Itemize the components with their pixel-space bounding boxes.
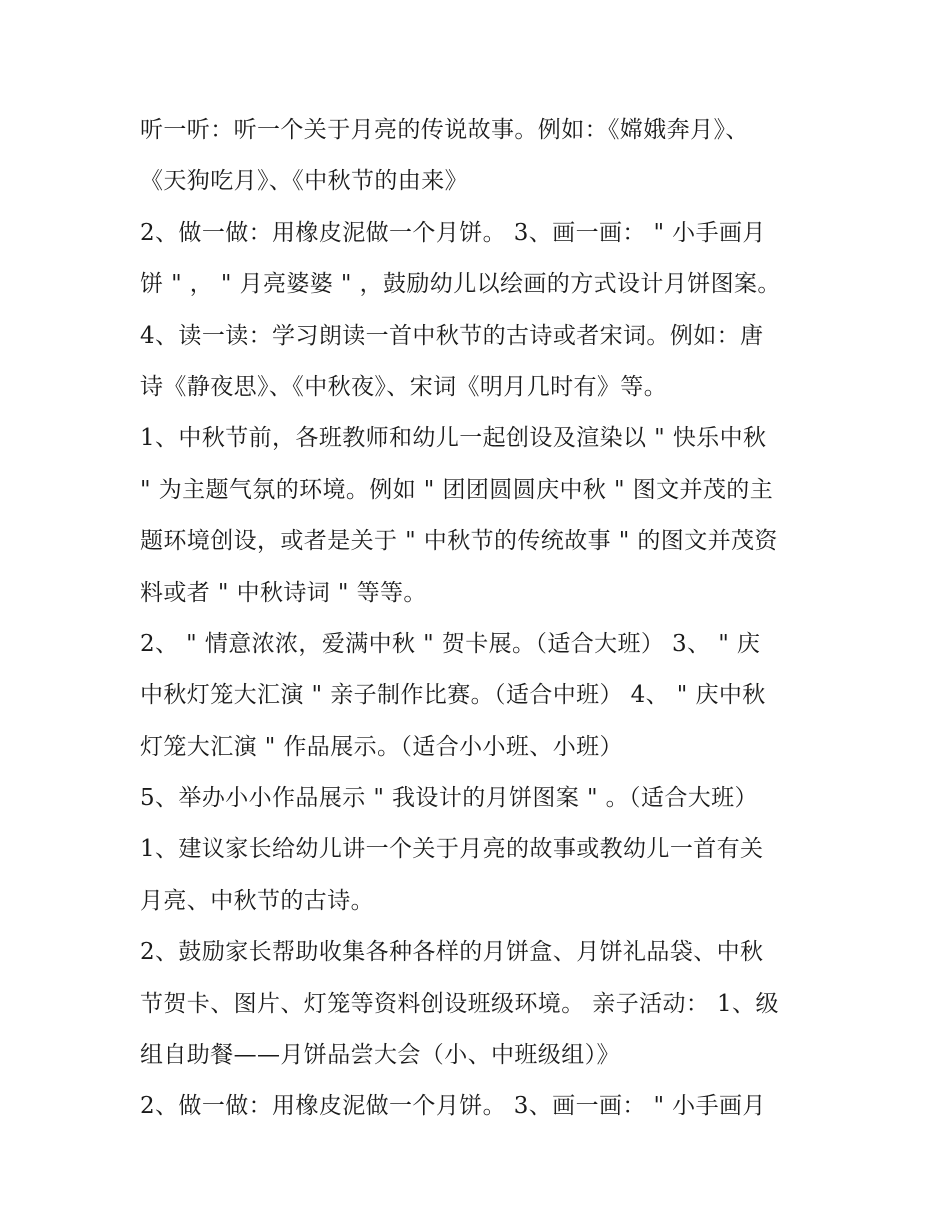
text-line: 2、 " 情意浓浓，爱满中秋 " 贺卡展。（适合大班） 3、 " 庆: [140, 630, 761, 657]
text-line: 料或者 " 中秋诗词 " 等等。: [140, 579, 427, 606]
text-line: 《天狗吃月》、《中秋节的由来》: [140, 168, 468, 195]
text-line: 1、建议家长给幼儿讲一个关于月亮的故事或教幼儿一首有关: [140, 836, 764, 863]
text-line: 题环境创设，或者是关于 " 中秋节的传统故事 " 的图文并茂资: [140, 528, 778, 555]
text-line: 中秋灯笼大汇演 " 亲子制作比赛。（适合中班） 4、 " 庆中秋: [140, 682, 766, 709]
text-line: 2、做一做：用橡皮泥做一个月饼。 3、画一画： " 小手画月: [140, 219, 766, 246]
text-line: 诗《静夜思》、《中秋夜》、宋词《明月几时有》等。: [140, 373, 668, 400]
text-line: 5、举办小小作品展示 " 我设计的月饼图案 " 。（适合大班）: [140, 785, 758, 812]
text-line: 1、中秋节前，各班教师和幼儿一起创设及渲染以 " 快乐中秋: [140, 425, 767, 452]
text-line: 月亮、中秋节的古诗。: [140, 887, 374, 914]
text-line: 4、读一读：学习朗读一首中秋节的古诗或者宋词。例如：唐: [140, 322, 764, 349]
text-line: 组自助餐——月饼品尝大会（小、中班级组）》: [140, 1042, 620, 1069]
text-line: 饼 " ， " 月亮婆婆 " ，鼓励幼儿以绘画的方式设计月饼图案。: [140, 271, 781, 298]
document-body: [140, 105, 820, 1133]
text-line: 节贺卡、图片、灯笼等资料创设班级环境。 亲子活动： 1、级: [140, 990, 779, 1017]
text-line: 2、做一做：用橡皮泥做一个月饼。 3、画一画： " 小手画月: [140, 1093, 766, 1120]
text-line: 听一听：听一个关于月亮的传说故事。例如：《嫦娥奔月》、: [140, 117, 749, 143]
text-line: 2、鼓励家长帮助收集各种各样的月饼盒、月饼礼品袋、中秋: [140, 939, 764, 966]
text-line: " 为主题气氛的环境。例如 " 团团圆圆庆中秋 " 图文并茂的主: [140, 476, 774, 503]
text-line: 灯笼大汇演 " 作品展示。（适合小小班、小班）: [140, 733, 623, 760]
